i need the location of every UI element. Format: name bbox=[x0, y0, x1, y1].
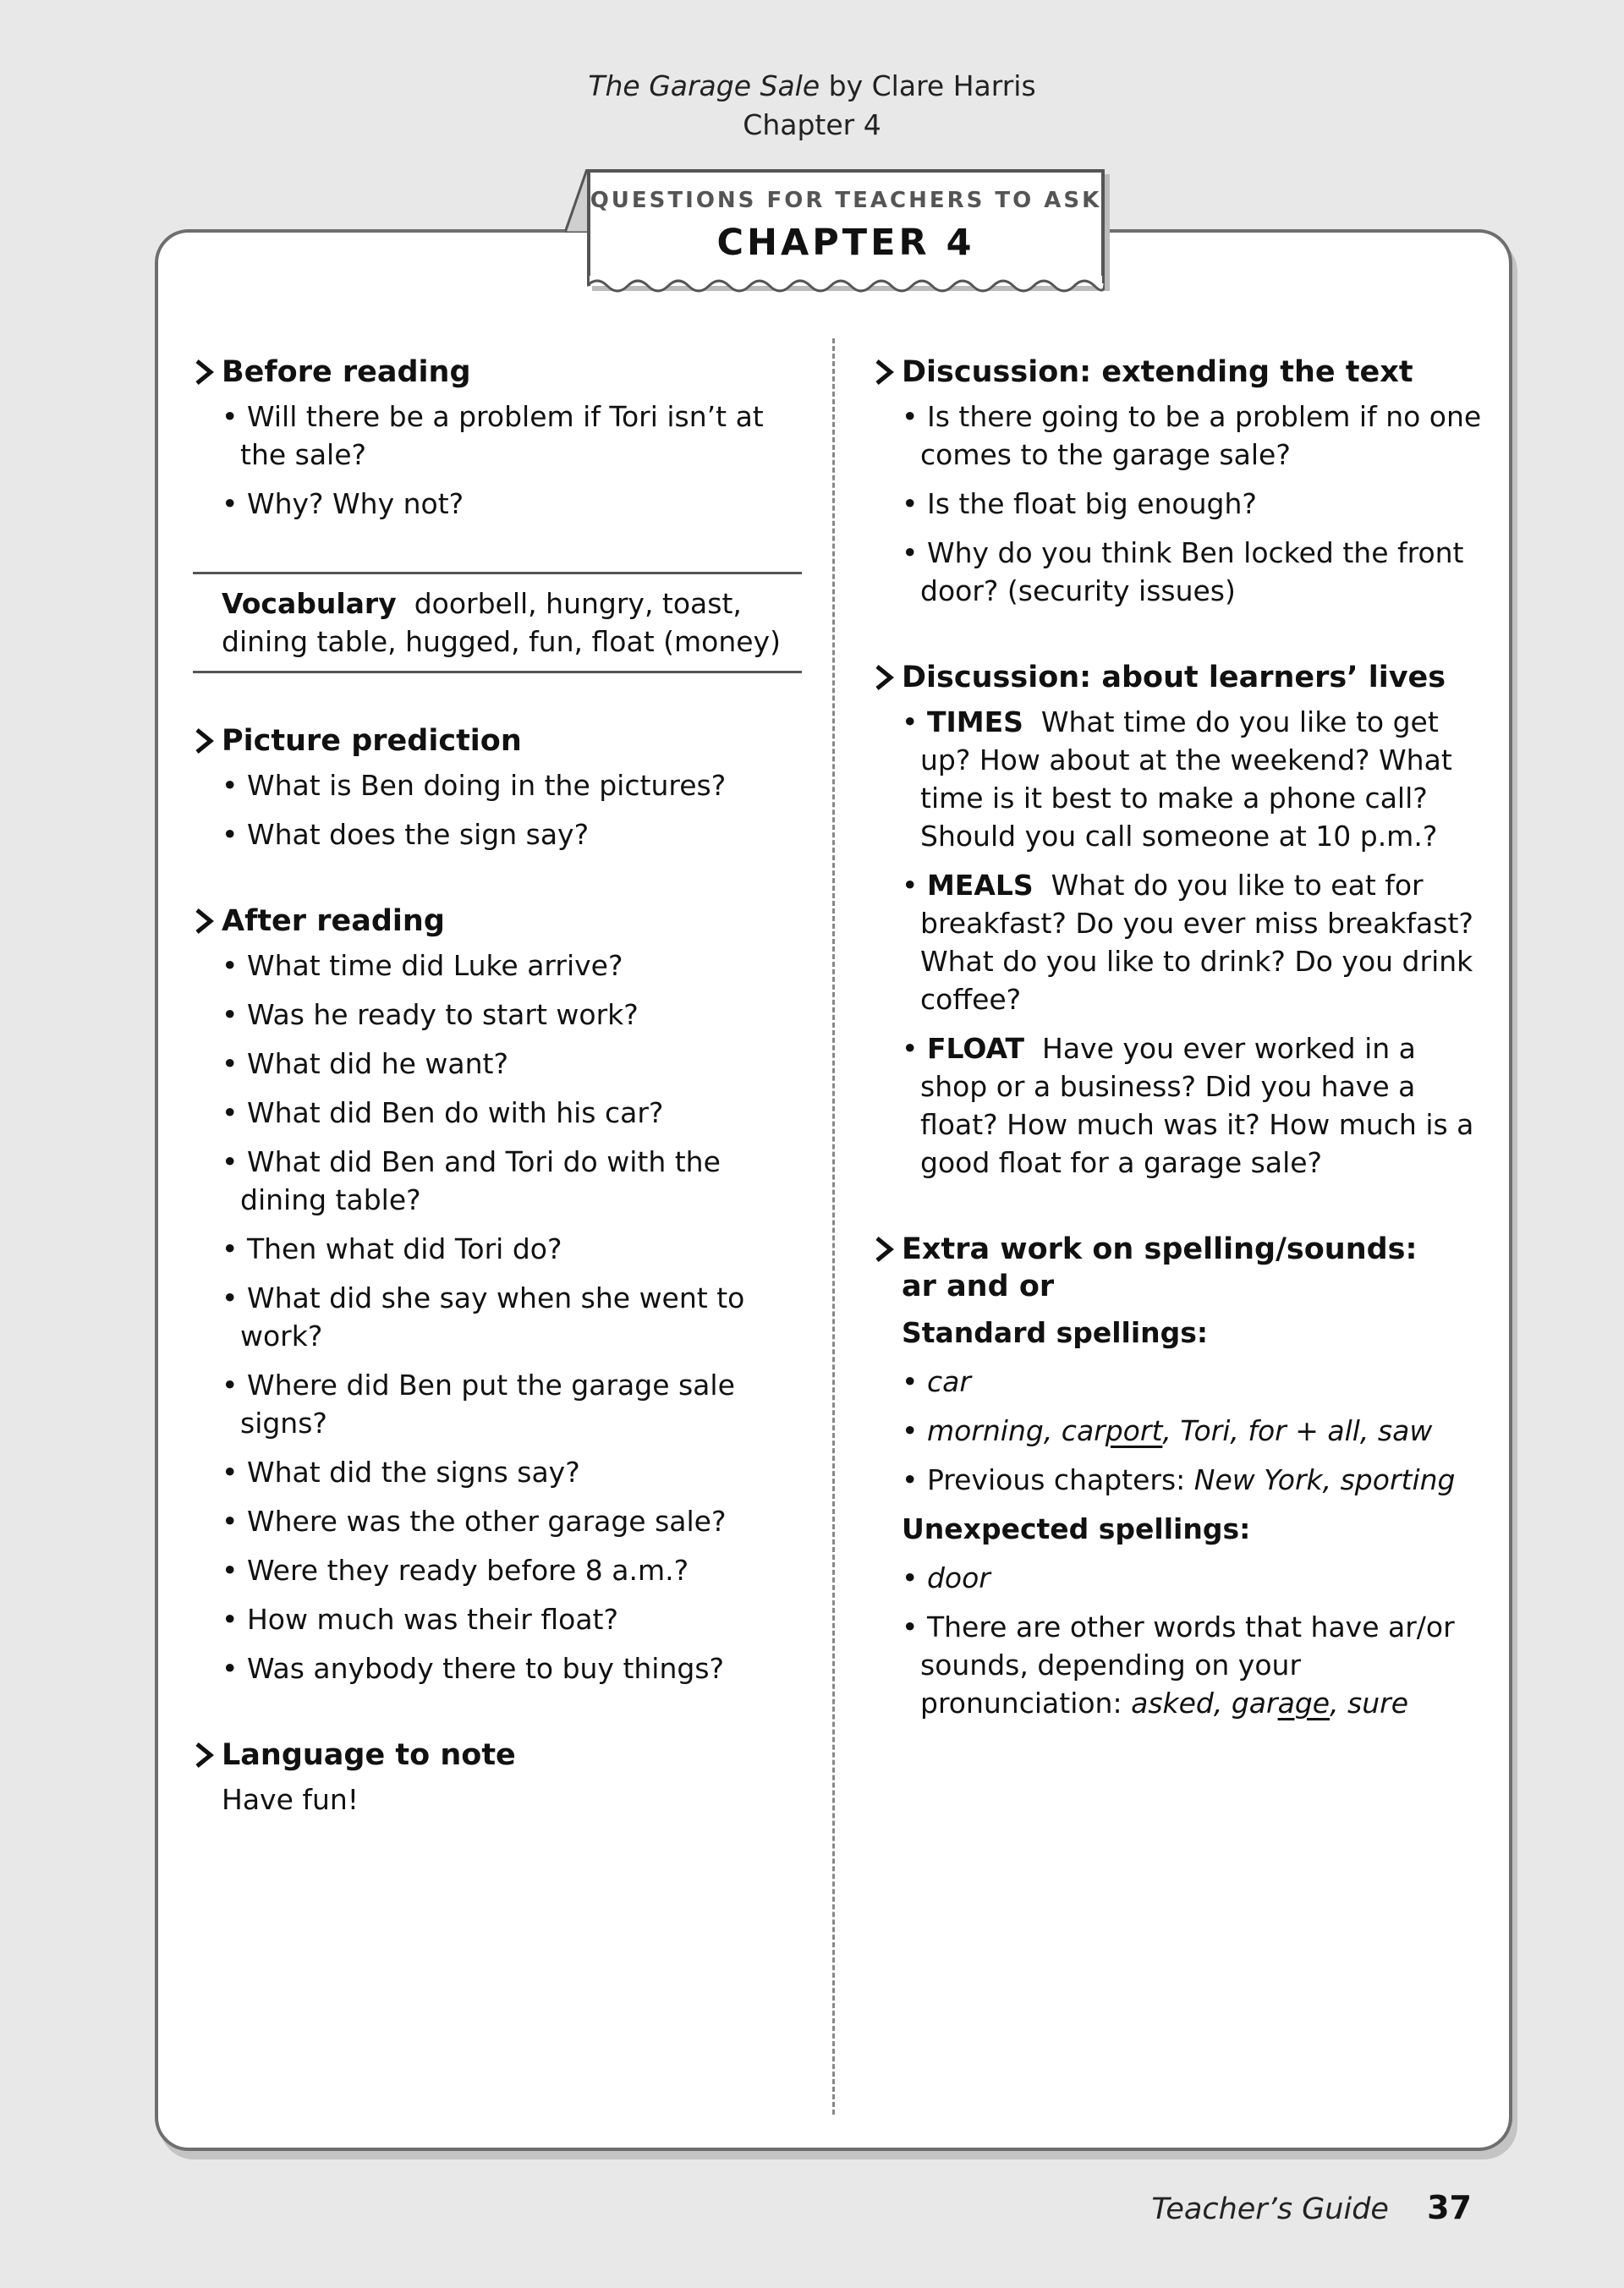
list-item: • Why do you think Ben locked the front door? (security issues) bbox=[902, 536, 1464, 607]
list-item: • FLOAT Have you ever worked in a shop or a business? Did you have a float? How much was it? How much is a good float for a garage sale? bbox=[902, 1032, 1474, 1179]
list-item: • Why? Why not? bbox=[222, 487, 464, 520]
section-heading: Before reading bbox=[222, 355, 471, 389]
vocabulary-label: Vocabulary bbox=[222, 587, 397, 620]
list-item: • There are other words that have ar/or sounds, depending on your pronunciation: asked, garage, sure bbox=[902, 1610, 1455, 1720]
section-discussion-extending bbox=[873, 354, 1482, 610]
item-label: TIMES bbox=[926, 705, 1023, 738]
section-heading: Extra work on spelling/sounds: ar and or bbox=[902, 1232, 1418, 1303]
list-item: • Will there be a problem if Tori isn’t at the sale? bbox=[222, 400, 764, 471]
tab-title: CHAPTER 4 bbox=[716, 222, 975, 264]
vocabulary-box bbox=[193, 572, 802, 673]
page-footer bbox=[1151, 2189, 1472, 2226]
tab-wavy-edge bbox=[587, 276, 1105, 301]
list-item: • What time did Luke arrive? bbox=[222, 949, 623, 982]
guide-title: Teacher’s Guide bbox=[1151, 2192, 1389, 2226]
unexpected-spellings-label: Unexpected spellings: bbox=[902, 1512, 1251, 1545]
section-after-reading bbox=[193, 903, 802, 1687]
chevron-right-icon bbox=[873, 1231, 902, 1268]
list-item: • What does the sign say? bbox=[222, 818, 590, 851]
section-discussion-learners bbox=[873, 659, 1482, 1182]
list-item: • morning, carport, Tori, for + all, saw bbox=[902, 1414, 1433, 1447]
list-item: • Is there going to be a problem if no one comes to the garage sale? bbox=[902, 400, 1482, 471]
column-divider bbox=[832, 338, 835, 2115]
list-item: • Was anybody there to buy things? bbox=[222, 1652, 725, 1685]
section-picture-prediction bbox=[193, 722, 802, 853]
chevron-right-icon bbox=[193, 722, 222, 760]
book-title: The Garage Sale bbox=[588, 69, 820, 102]
list-item: • What did Ben do with his car? bbox=[222, 1096, 664, 1129]
list-item: • TIMES What time do you like to get up? How about at the weekend? What time is it best to make a phone call? Should you call someone at 10 p.m.? bbox=[902, 705, 1452, 853]
list-item: • What did she say when she went to work? bbox=[222, 1281, 745, 1352]
section-heading: After reading bbox=[222, 904, 445, 938]
list-item: • Where did Ben put the garage sale signs? bbox=[222, 1369, 735, 1440]
section-heading: Discussion: extending the text bbox=[902, 355, 1413, 389]
list-item: • What did Ben and Tori do with the dining table? bbox=[222, 1145, 721, 1216]
chevron-right-icon bbox=[193, 903, 222, 940]
vocabulary-words: doorbell, hungry, toast, dining table, hugged, fun, float (money) bbox=[222, 587, 781, 658]
section-before-reading bbox=[193, 354, 802, 523]
page-number: 37 bbox=[1427, 2189, 1472, 2226]
list-item: • MEALS What do you like to eat for breakfast? Do you ever miss breakfast? What do you like to drink? Do you drink coffee? bbox=[902, 869, 1473, 1016]
book-header bbox=[0, 68, 1624, 105]
item-label: MEALS bbox=[926, 869, 1034, 902]
right-column bbox=[873, 354, 1482, 1771]
tab-kicker: QUESTIONS FOR TEACHERS TO ASK bbox=[590, 188, 1102, 213]
list-item: • What did the signs say? bbox=[222, 1456, 580, 1489]
left-column bbox=[193, 354, 802, 1868]
list-item: • What did he want? bbox=[222, 1047, 509, 1080]
list-item: • How much was their float? bbox=[222, 1603, 618, 1636]
item-label: FLOAT bbox=[926, 1032, 1025, 1065]
list-item: • Was he ready to start work? bbox=[222, 998, 639, 1031]
book-author: by Clare Harris bbox=[828, 69, 1036, 102]
section-heading: Discussion: about learners’ lives bbox=[902, 661, 1446, 694]
list-item: • Where was the other garage sale? bbox=[222, 1505, 727, 1538]
chevron-right-icon bbox=[873, 659, 902, 696]
list-item: • Then what did Tori do? bbox=[222, 1232, 562, 1265]
section-heading: Language to note bbox=[222, 1738, 516, 1772]
language-note: Have fun! bbox=[222, 1783, 359, 1816]
chevron-right-icon bbox=[873, 354, 902, 391]
list-item: • Is the float big enough? bbox=[902, 487, 1257, 520]
list-item: • door bbox=[902, 1561, 990, 1594]
chevron-right-icon bbox=[193, 354, 222, 391]
chevron-right-icon bbox=[193, 1737, 222, 1774]
chapter-line: Chapter 4 bbox=[743, 108, 881, 141]
list-item: • Were they ready before 8 a.m.? bbox=[222, 1554, 689, 1587]
list-item: • What is Ben doing in the pictures? bbox=[222, 769, 727, 802]
section-language-to-note bbox=[193, 1737, 802, 1819]
section-spelling bbox=[873, 1231, 1482, 1722]
section-heading: Picture prediction bbox=[222, 724, 522, 758]
list-item: • Previous chapters: New York, sporting bbox=[902, 1463, 1456, 1496]
standard-spellings-label: Standard spellings: bbox=[902, 1316, 1209, 1349]
list-item: • car bbox=[902, 1365, 971, 1398]
